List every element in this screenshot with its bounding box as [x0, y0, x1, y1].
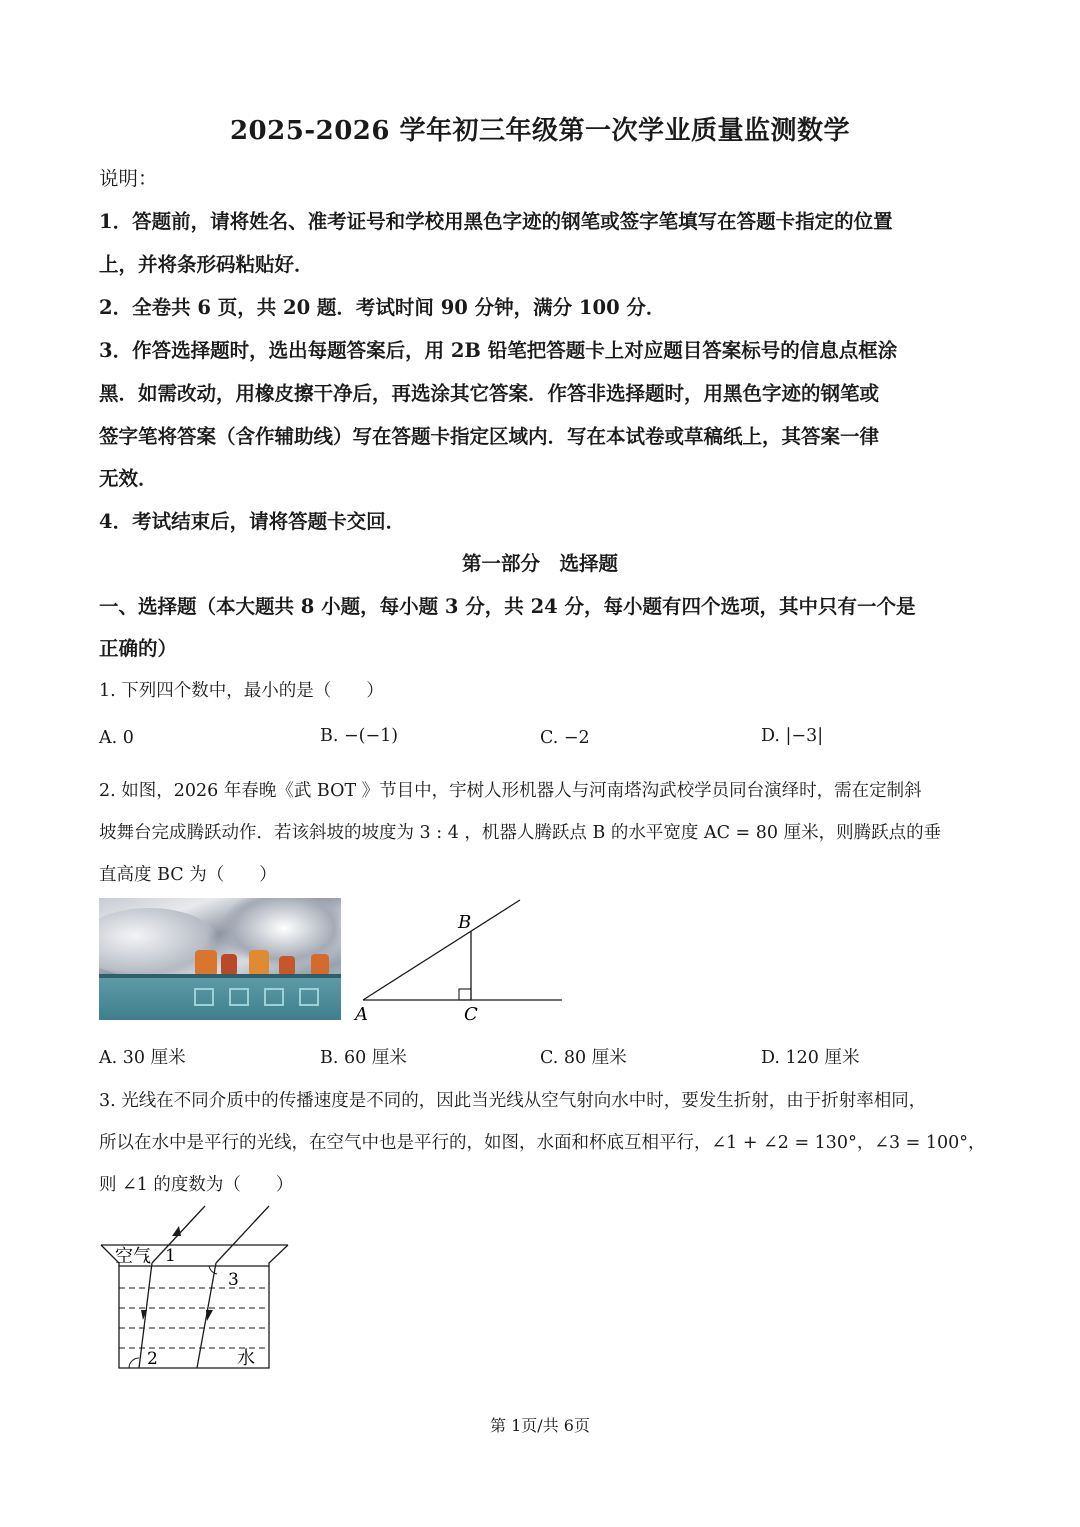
page-footer: 第 1页/共 6页 [490, 1416, 590, 1435]
instruction-1-line-2: 上，并将条形码粘贴好． [99, 253, 314, 276]
instruction-4: 4．考试结束后，请将答题卡交回． [99, 510, 406, 533]
question-1-option-b: B. −(−1) [320, 726, 399, 746]
instruction-2: 2．全卷共 6 页，共 20 题．考试时间 90 分钟，满分 100 分． [99, 296, 666, 319]
slope-line [363, 900, 520, 1000]
refraction-cup-figure [95, 1200, 295, 1372]
label-c: C [464, 1004, 478, 1025]
label-angle-2: 2 [147, 1349, 158, 1369]
label-angle-3: 3 [228, 1270, 239, 1290]
label-air: 空气 [115, 1246, 151, 1267]
label-angle-1: 1 [165, 1246, 176, 1266]
question-1-stem: 1. 下列四个数中，最小的是（ ） [99, 681, 384, 701]
right-angle-mark [459, 989, 471, 1000]
exam-title: 2025-2026 学年初三年级第一次学业质量监测数学 [229, 116, 851, 146]
question-3-line-1: 3. 光线在不同介质中的传播速度是不同的，因此当光线从空气射向水中时，要发生折射，由于折射率相同， [99, 1091, 927, 1111]
question-1-option-a: A. 0 [99, 728, 134, 748]
question-3-line-3: 则 ∠1 的度数为（ ） [99, 1175, 294, 1195]
instruction-3-line-3: 签字笔将答案（含作辅助线）写在答题卡指定区域内．写在本试卷或草稿纸上，其答案一律 [99, 425, 880, 448]
instruction-3-line-1: 3．作答选择题时，选出每题答案后，用 2B 铅笔把答题卡上对应题目答案标号的信息点框涂 [99, 339, 898, 362]
instructions-heading: 说明： [99, 167, 158, 190]
question-2-line-2: 坡舞台完成腾跃动作．若该斜坡的坡度为 3 : 4 ，机器人腾跃点 B 的水平宽度 AC = 80 厘米，则腾跃点的垂 [99, 823, 942, 843]
question-2-option-c: C. 80 厘米 [540, 1048, 627, 1068]
section-heading-line-2: 正确的） [99, 637, 178, 660]
label-a: A [355, 1004, 368, 1025]
question-2-line-3: 直高度 BC 为（ ） [99, 865, 277, 885]
label-b: B [458, 912, 472, 933]
arrow-ray-1-air [172, 1226, 181, 1236]
question-1-option-c: C. −2 [540, 728, 590, 748]
section-heading-line-1: 一、选择题（本大题共 8 小题，每小题 3 分，共 24 分，每小题有四个选项，其中只有一个是 [99, 595, 916, 618]
arrow-ray-2-water [206, 1310, 213, 1321]
part-title: 第一部分 选择题 [461, 552, 618, 575]
instruction-3-line-2: 黑．如需改动，用橡皮擦干净后，再选涂其它答案．作答非选择题时，用黑色字迹的钢笔或 [99, 382, 880, 405]
question-2-option-b: B. 60 厘米 [320, 1048, 407, 1068]
slope-triangle-figure [345, 893, 570, 1028]
robot-performance-photo [99, 898, 341, 1020]
instruction-3-line-4: 无效． [99, 467, 158, 490]
question-1-option-d: D. |−3| [761, 726, 824, 746]
label-water: 水 [237, 1348, 255, 1369]
question-2-option-d: D. 120 厘米 [761, 1048, 860, 1068]
instruction-1-line-1: 1．答题前，请将姓名、准考证号和学校用黑色字迹的钢笔或签字笔填写在答题卡指定的位置 [99, 210, 893, 233]
question-2-line-1: 2. 如图，2026 年春晚《武 BOT 》节目中，宇树人形机器人与河南塔沟武校学员同台演绎时，需在定制斜 [99, 781, 922, 801]
question-2-option-a: A. 30 厘米 [99, 1048, 186, 1068]
question-3-line-2: 所以在水中是平行的光线，在空气中也是平行的，如图，水面和杯底互相平行，∠1 + ∠2 = 130°，∠3 = 100°， [99, 1133, 986, 1153]
angle-2-arc [129, 1358, 139, 1368]
incident-ray-2 [216, 1206, 269, 1263]
